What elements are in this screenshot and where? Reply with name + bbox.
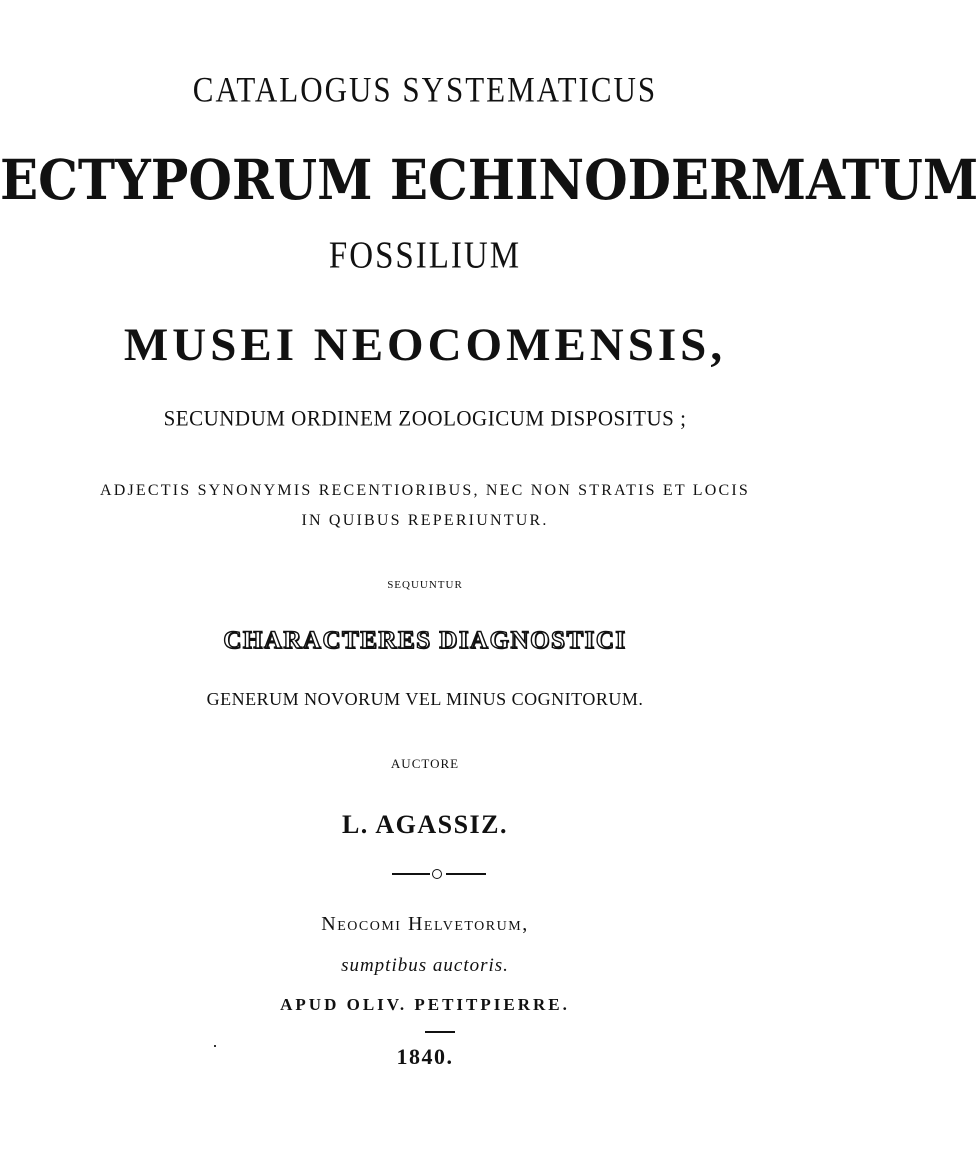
ornament-center xyxy=(432,869,442,879)
title-fossilium: FOSSILIUM xyxy=(328,235,522,277)
main-title: ECTYPORUM ECHINODERMATUM xyxy=(0,147,978,212)
short-rule xyxy=(425,1031,455,1033)
title-museum: MUSEI NEOCOMENSIS, xyxy=(123,319,727,371)
publisher: APUD OLIV. PETITPIERRE. xyxy=(280,995,570,1014)
generum-line: GENERUM NOVORUM VEL MINUS COGNITORUM. xyxy=(206,689,644,709)
ornament-bar-left xyxy=(392,873,430,875)
auctore-label: AUCTORE xyxy=(390,756,460,771)
ink-speck xyxy=(214,1045,216,1047)
author-name: L. AGASSIZ. xyxy=(341,810,509,839)
publication-year: 1840. xyxy=(396,1044,454,1069)
characteres-heading: CHARACTERES DIAGNOSTICI xyxy=(223,627,627,654)
handwritten-note: sumptibus auctoris. xyxy=(341,955,509,976)
subtitle-synonyms: ADJECTIS SYNONYMIS RECENTIORIBUS, NEC NON STRATIS ET LOCIS xyxy=(99,482,750,499)
ornamental-rule xyxy=(392,867,486,881)
imprint-place: Neocomi Helvetorum, xyxy=(321,913,529,935)
sequuntur-label: SEQUUNTUR xyxy=(387,579,463,591)
subtitle-order: SECUNDUM ORDINEM ZOOLOGICUM DISPOSITUS ; xyxy=(163,405,687,431)
subtitle-locations: IN QUIBUS REPERIUNTUR. xyxy=(301,512,549,529)
catalog-heading: CATALOGUS SYSTEMATICUS xyxy=(192,69,658,110)
ornament-bar-right xyxy=(446,873,486,875)
